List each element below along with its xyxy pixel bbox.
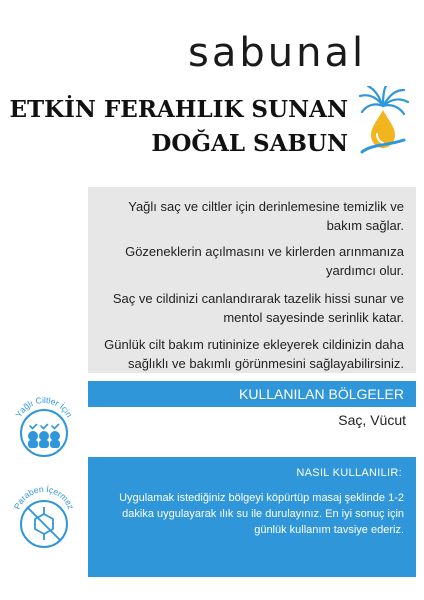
benefit-3: Saç ve cildinizi canlandırarak tazelik hissi sunar ve mentol sayesinde serinlik katar. (112, 291, 404, 325)
usage-panel (88, 457, 416, 577)
usage-text: Uygulamak istediğiniz bölgeyi köpürtüp masaj şeklinde 1-2 dakika uygulayarak ılık su ile durulayınız. En iyi sonuç için günlük kullanım tavsiye ederiz. (119, 492, 404, 536)
benefit-2: Gözeneklerin açılmasını ve kirlerden arınmanıza yardımcı olur. (125, 244, 404, 278)
usage-title: NASIL KULLANILIR: (296, 467, 402, 479)
oily-skin-badge (4, 389, 84, 469)
oily-skin-badge-label: Yağlı Ciltler İçin (13, 394, 75, 419)
brand-name: sabunal (188, 30, 367, 76)
headline-line-1: ETKİN FERAHLIK SUNAN (9, 96, 348, 123)
regions-title: KULLANILAN BÖLGELER (88, 381, 416, 407)
headline-line-2: DOĞAL SABUN (151, 130, 348, 157)
benefit-1: Yağlı saç ve ciltler için derinlemesine temizlik ve bakım sağlar. (128, 199, 404, 233)
benefit-4: Günlük cilt bakım rutininize ekleyerek cildinizin daha sağlıklı ve bakımlı görünmesini sağlayabilirsiniz. (104, 337, 404, 371)
paraben-free-badge-label: Paraben İçermez (11, 483, 77, 511)
paraben-molecule-crossed-icon (28, 507, 60, 540)
palm-drop-wave-icon (356, 86, 410, 156)
benefits-panel (88, 187, 416, 373)
regions-value: Saç, Vücut (338, 412, 406, 428)
paraben-free-badge (4, 480, 84, 560)
three-heads-check-icon (28, 431, 60, 448)
